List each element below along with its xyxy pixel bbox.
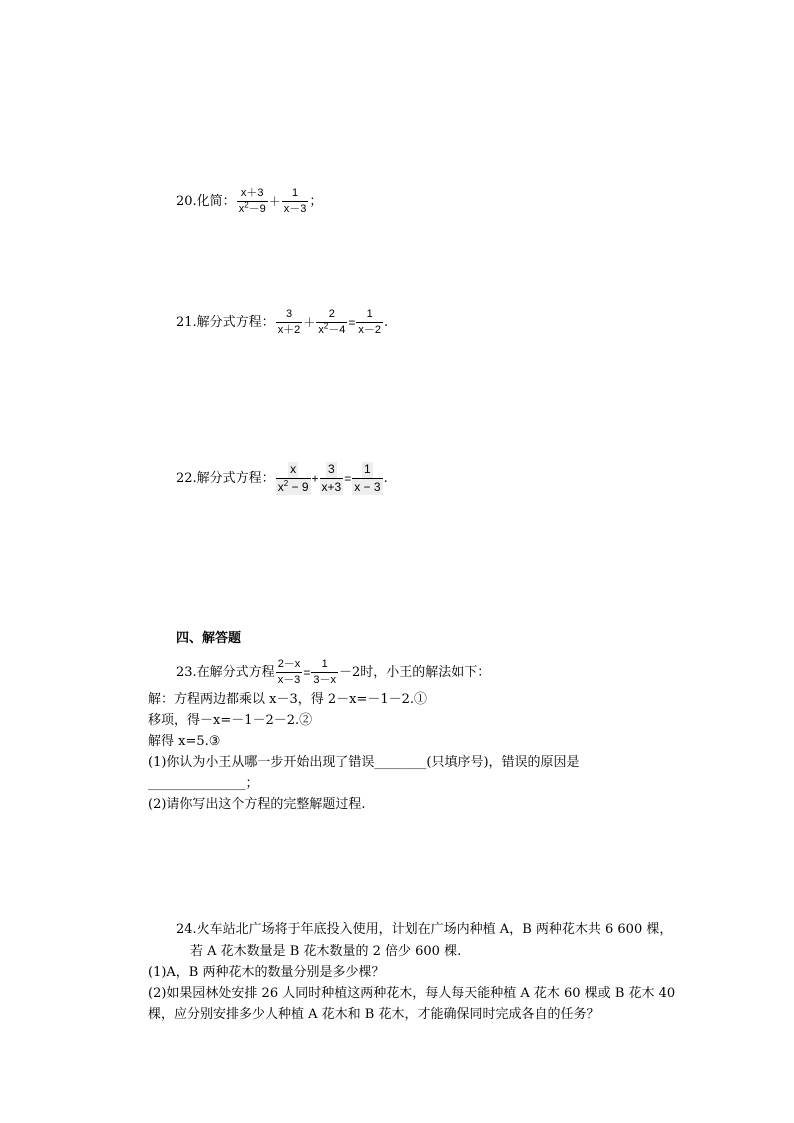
solution-line-2: 移项，得－x=－1－2－2.② [148,713,313,728]
problem-24-line-2: 若 A 花木数量是 B 花木数量的 2 倍少 600 棵. [190,944,462,959]
problem-21-label: 21.解分式方程： [176,315,275,330]
fraction: $\frac{3}{x+3}$ [321,462,342,494]
fraction: $\frac{1}{3-x}$ [313,658,336,686]
fraction: $\frac{1}{x-3}$ [283,187,307,215]
problem-22: 22.解分式方程： $\frac{x}{x^2 - 9}$ + $\frac{3}{x+3}$ = $\frac{1}{x - 3}$ . [176,462,388,494]
fraction: $\frac{3}{x+2}$ [277,308,301,336]
problem-23-intro: 23.在解分式方程 $\frac{2-x}{x-3}$ = $\frac{1}{3-x}$ －2时，小王的解法如下： [176,658,491,686]
fraction: $\frac{x+3}{x^2-9}$ [238,187,266,215]
fraction: $\frac{1}{x-2}$ [358,308,382,336]
problem-24-question-1: (1)A，B 两种花木的数量分别是多少棵？ [148,965,385,980]
fraction: $\frac{2-x}{x-3}$ [277,658,301,686]
question-1: (1)你认为小王从哪一步开始出现了错误________(只填序号)，错误的原因是 [148,755,580,770]
problem-24-line-1: 24.火车站北广场将于年底投入使用，计划在广场内种植 A，B 两种花木共 6 600 棵， [176,922,673,937]
fraction: $\frac{1}{x - 3}$ [354,462,381,494]
problem-24-question-2: (2)如果园林处安排 26 人同时种植这两种花木，每人每天能种植 A 花木 60 棵或 B 花木 40 [148,986,676,1001]
solution-line-1: 解：方程两边都乘以 x－3，得 2－x=－1－2.① [148,692,428,707]
problem-20-label: 20.化简： [176,194,236,209]
problem-24-question-2-cont: 棵，应分别安排多少人种植 A 花木和 B 花木，才能确保同时完成各自的任务？ [148,1007,600,1022]
problem-20: 20.化简： $\frac{x+3}{x^2-9}$ ＋ $\frac{1}{x-3}$ ； [176,187,323,215]
problem-22-label: 22.解分式方程： [176,471,275,486]
question-2: (2)请你写出这个方程的完整解题过程. [148,797,366,812]
solution-line-3: 解得 x=5.③ [148,734,221,749]
question-1-blank: _______________； [148,776,259,791]
problem-21: 21.解分式方程： $\frac{3}{x+2}$ ＋ $\frac{2}{x^2-4}$ = $\frac{1}{x-2}$ . [176,308,389,336]
fraction: $\frac{2}{x^2-4}$ [318,308,346,336]
section-heading: 四、解答题 [176,631,242,646]
fraction: $\frac{x}{x^2 - 9}$ [277,462,309,494]
